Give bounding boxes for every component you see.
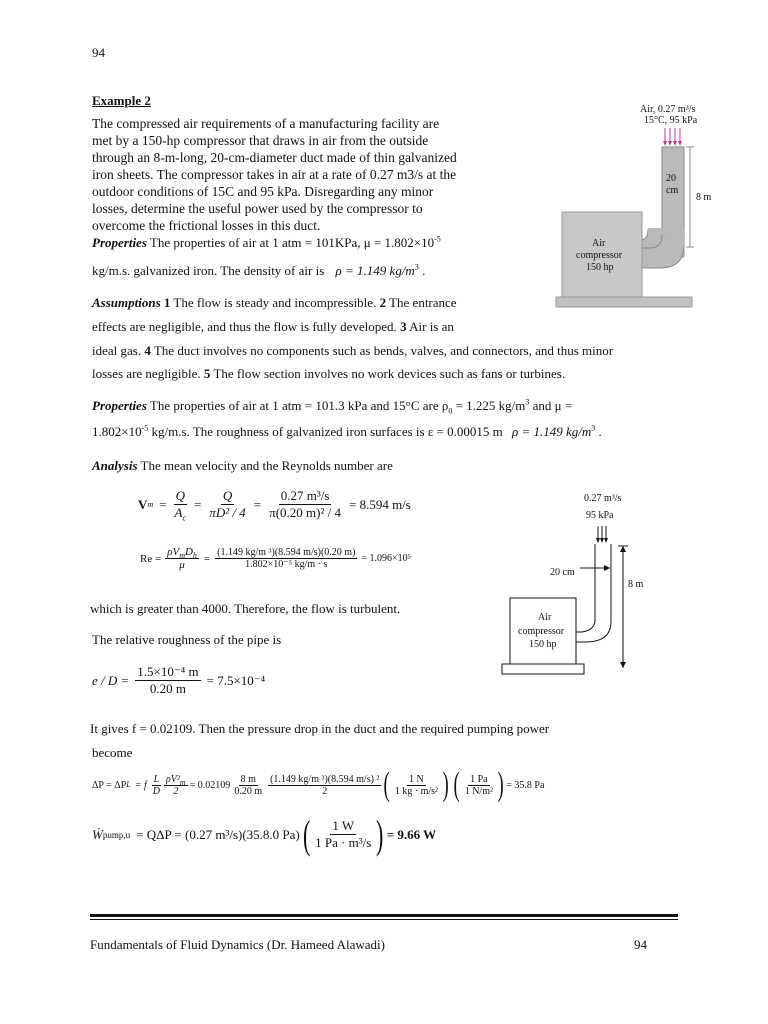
air-condition-label: 15°C, 95 kPa [644,115,698,126]
compressor-label: Air [538,612,552,623]
compressor-base [502,664,584,674]
pressure-label: 95 kPa [586,510,614,521]
assumptions-line4: losses are negligible. 5 The flow section involves no work devices such as fans or turbines. [92,366,566,381]
footer-rule-thin [90,919,678,920]
flow-rate-label: 0.27 m³/s [584,493,622,504]
roughness-text: The relative roughness of the pipe is [92,632,282,647]
velocity-equation: V m = $\frac{Q}{A_c}$ = $\frac{Q}{\text{πD² / 4}}$ = $\frac{\text{0.27 m³/s}}{\text{π(0.20 m)² / 4}}$ = 8.594 m/s [138,488,411,523]
assumptions-line1: Assumptions 1 The flow is steady and incompressible. 2 The entrance [92,295,457,310]
diameter-label: 20 [666,173,676,184]
properties-2-line1: Properties The properties of air at 1 atm = 101.3 kPa and 15°C are $\rho_0 = 1.225$ $kg/m^3$ and μ = [92,397,573,416]
turbulent-text: which is greater than 4000. Therefore, the flow is turbulent. [90,601,401,616]
compressor-label: compressor [576,250,623,261]
length-label: 8 m [696,192,712,203]
compressor-diagram-top [540,100,720,310]
compressor-base [556,297,692,307]
problem-line: overcome the frictional losses in this duct. [92,218,321,233]
problem-statement [92,115,532,234]
footer-page-number: 94 [634,937,647,952]
analysis-label: Analysis [92,458,138,473]
problem-line: iron sheets. The compressor takes in air at a rate of 0.27 m3/s at the [92,167,457,182]
compressor-figure-bottom [490,490,660,680]
diameter-unit-label: cm [666,185,679,196]
compressor-label: 150 hp [586,262,614,273]
page-number-top: 94 [92,45,105,60]
problem-line: outdoor conditions of 15C and 95 kPa. Disregarding any minor [92,184,434,199]
inflow-arrows [598,526,606,540]
analysis-line: Analysis The mean velocity and the Reynolds number are [92,458,393,473]
properties-label: Properties [92,235,147,250]
properties-1-line1: Properties The properties of air at 1 atm = 101KPa, $\mu = 1.802\times 10^{-5}$ [92,234,441,250]
compressor-figure-top [540,100,720,310]
reynolds-equation: Re = $\frac{\rho V_mD_h}{\mu}$ = $\frac{\text{(1.149 kg/m ³)(8.594 m/s)(0.20 m)}}{\text{1.802×10⁻⁵ kg/m · s}}$ = 1.096×10⁵ [140,546,412,571]
friction-text-1: It gives f = 0.02109. Then the pressure drop in the duct and the required pumping power [90,721,550,736]
compressor-label: 150 hp [529,639,557,650]
properties-1-line2: kg/m.s. galvanized iron. The density of air is ρ = 1.149 $kg/m^3$ . [92,262,426,278]
problem-line: The compressed air requirements of a manufacturing facility are [92,116,440,131]
assumptions-label: Assumptions [92,295,161,310]
power-equation: Ẇ pump,u = QΔP = (0.27 m³/s)(35.8.0 Pa) ( $\frac{1 W}{\text{1 Pa · m³/s}}$ ) = 9.66 W [92,811,437,857]
properties-2-line2: $1.802\times 10^{-5}$ kg/m.s. The roughness of galvanized iron surfaces is ε = 0.00015 m ρ = 1.149 $kg/m^3$ . [92,423,602,439]
properties-label: Properties [92,398,147,413]
compressor-label: compressor [518,626,565,637]
air-flow-label: Air, 0.27 m³/s [640,104,696,115]
example-title: Example 2 [92,93,151,108]
footer-rule-thick [90,914,678,917]
pressure-equation: ΔP = ΔP L = f $\frac{L}{D}$ $\frac{\rho V^2_m}{2}$ = 0.02109 $\frac{8 m}{0.20 m}$ $\frac{\text{(1.149 kg/m ³)(8.594 m/s) ²}}{2}$ ( $\frac{1 N}{\text{1 kg · m/s²}}$ ) ( $\frac{1 Pa}{\text{1 N/m²}}$ ) = 35.8 Pa [92,766,545,803]
air-inflow-arrows [665,128,680,143]
roughness-equation: e / D = $\frac{\text{1.5×10⁻⁴ m}}{0.20 m}$ = 7.5×10⁻⁴ [92,664,266,696]
problem-line: through an 8-m-long, 20-cm-diameter duct made of thin galvanized [92,150,457,165]
footer-title: Fundamentals of Fluid Dynamics (Dr. Hameed Alawadi) [90,937,385,952]
length-label: 8 m [628,579,644,590]
problem-line: met by a 150-hp compressor that draws in air from the outside [92,133,429,148]
assumptions-line2: effects are negligible, and thus the flow is fully developed. 3 Air is an [92,319,454,334]
friction-text-2: become [92,745,133,760]
compressor-label: Air [592,238,606,249]
problem-line: losses, determine the useful power used by the compressor to [92,201,423,216]
diameter-label: 20 cm [550,567,575,578]
assumptions-line3: ideal gas. 4 The duct involves no components such as bends, valves, and connectors, and thus minor [92,343,614,358]
